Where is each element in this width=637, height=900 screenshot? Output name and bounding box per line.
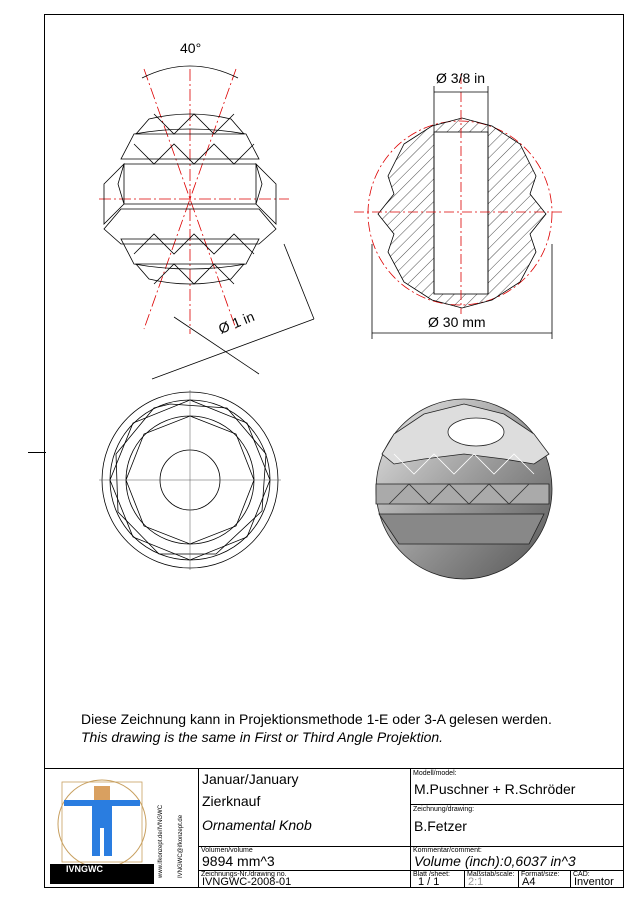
drawing-no-value: IVNGWC-2008-01 xyxy=(202,876,292,888)
title-block xyxy=(44,768,624,888)
logo-url-2: IVNGWC@ifkonzept.de xyxy=(178,814,184,878)
logo-name: IVNGWC xyxy=(66,864,103,874)
tb-row-line-1 xyxy=(198,846,624,847)
top-view xyxy=(99,390,281,570)
comment-value: Volume (inch):0,6037 in^3 xyxy=(414,853,576,869)
cad-value: Inventor xyxy=(574,876,614,888)
section-view xyxy=(354,74,564,339)
hole-dimension: Ø 3/8 in xyxy=(436,70,486,86)
title-german: Zierknauf xyxy=(202,793,261,809)
tb-col-sheet xyxy=(464,870,465,888)
format-value: A4 xyxy=(522,876,536,888)
volume-label: Volumen/volume xyxy=(201,847,253,854)
drawing-value: B.Fetzer xyxy=(414,818,467,834)
model-label: Modell/model: xyxy=(413,770,457,777)
sheet-value: 1 / 1 xyxy=(418,876,440,888)
logo-year: 2008 xyxy=(80,874,101,884)
angle-dimension: 40° xyxy=(180,40,202,56)
drawing-no-label: Zeichnungs-Nr./drawing no. xyxy=(201,871,287,878)
diameter-mm-dimension: Ø 30 mm xyxy=(428,314,486,330)
comment-label: Kommentar/comment: xyxy=(413,847,482,854)
volume-value: 9894 mm^3 xyxy=(202,853,275,869)
format-label: Format/size: xyxy=(521,871,560,878)
date-value: Januar/January xyxy=(202,771,299,787)
front-view xyxy=(99,66,314,379)
diameter-inch-dimension: Ø 1 in xyxy=(216,308,257,337)
sheet-label: Blatt /sheet: xyxy=(413,871,450,878)
logo-url-1: www.ifkonzept.de/IVNGWC xyxy=(158,804,164,878)
scale-value: 2:1 xyxy=(468,876,484,888)
note-german: Diese Zeichnung kann in Projektionsmethode 1-E oder 3-A gelesen werden. xyxy=(81,711,552,727)
title-english: Ornamental Knob xyxy=(202,817,312,833)
drawing-label: Zeichnung/drawing: xyxy=(413,806,475,813)
tb-col-format xyxy=(570,870,571,888)
projection-note xyxy=(81,710,552,746)
tb-row-line-3 xyxy=(410,804,624,805)
note-english: This drawing is the same in First or Third Angle Projektion. xyxy=(81,729,444,745)
technical-drawing xyxy=(44,14,624,714)
tb-top-line xyxy=(44,768,624,769)
model-value: M.Puschner + R.Schröder xyxy=(414,781,576,797)
iso-view xyxy=(376,399,552,579)
scale-label: Maßstab/scale: xyxy=(467,871,515,878)
cad-label: CAD: xyxy=(573,871,590,878)
tb-col-scale xyxy=(518,870,519,888)
